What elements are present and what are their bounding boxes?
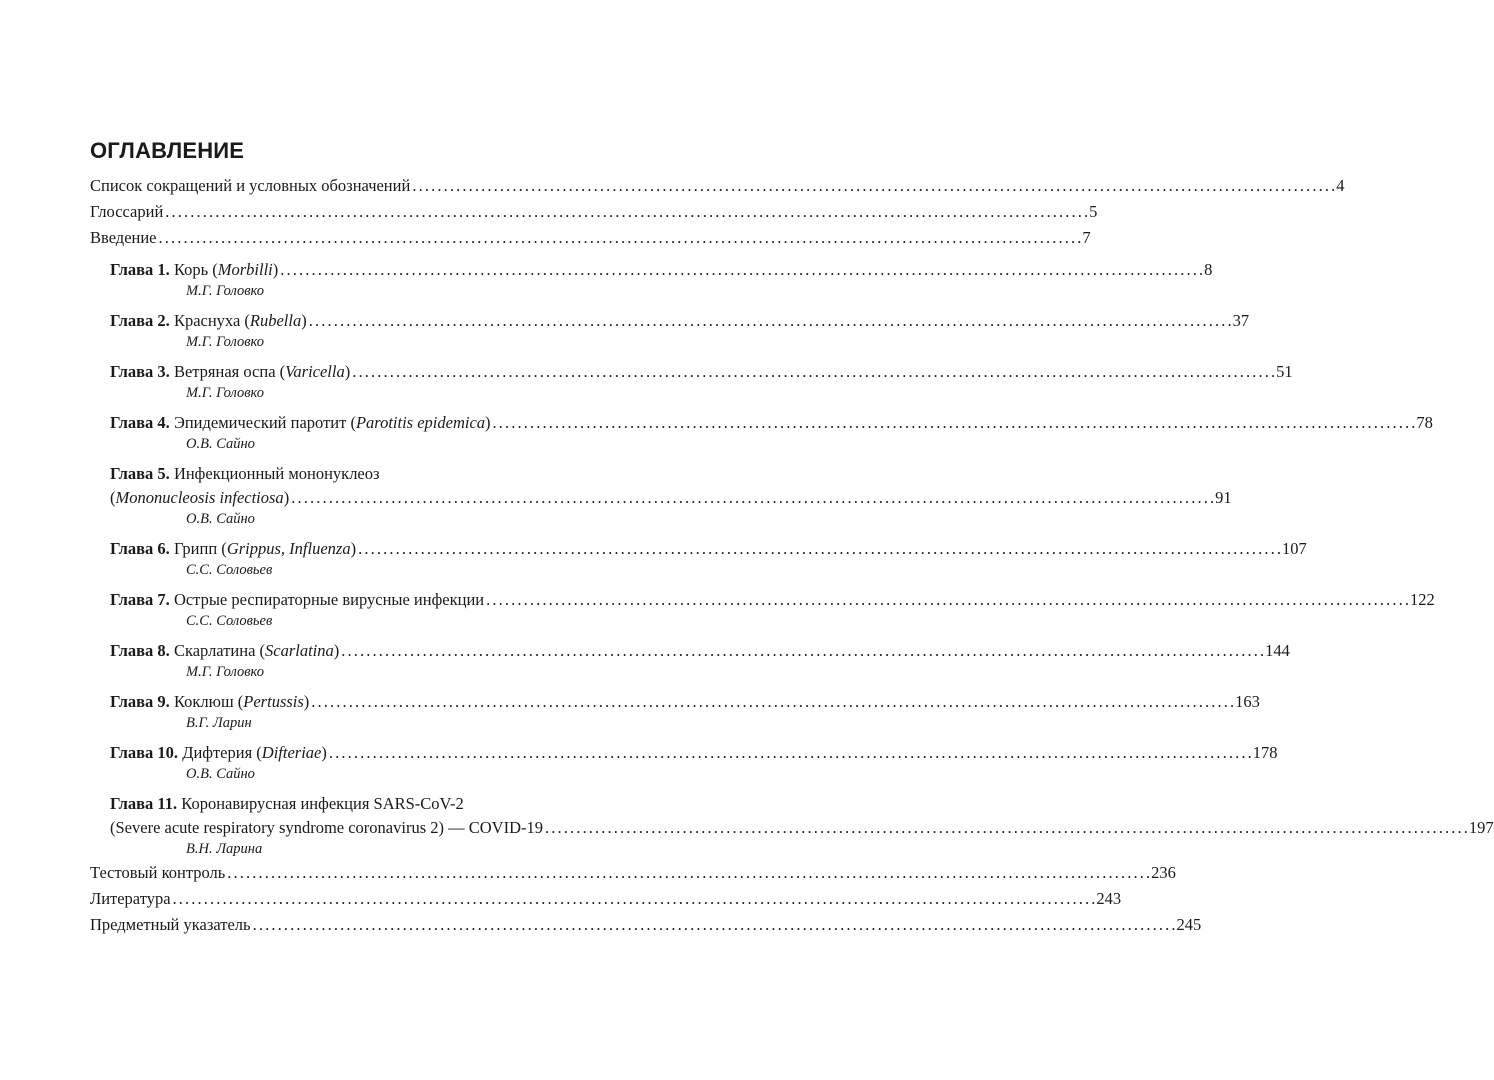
dot-leader xyxy=(493,411,1415,435)
toc-entry-label: Глоссарий xyxy=(90,202,164,221)
chapter-number: Глава 4. xyxy=(110,413,170,432)
chapter-title: Скарлатина ( xyxy=(173,641,266,660)
dot-leader xyxy=(280,258,1202,282)
toc-entry-label: Введение xyxy=(90,228,157,247)
toc-page-number: 107 xyxy=(1281,539,1307,558)
chapter-title-close: ) xyxy=(301,311,307,330)
toc-chapter-1 xyxy=(90,258,1213,301)
toc-entry-glossary xyxy=(90,200,1098,224)
toc-page-number: 122 xyxy=(1410,590,1435,609)
chapter-author: О.В. Сайно xyxy=(186,511,255,527)
toc-chapter-2 xyxy=(90,309,1250,352)
dot-leader xyxy=(311,690,1233,714)
chapter-author: О.В. Сайно xyxy=(186,436,255,452)
toc-page-number: 144 xyxy=(1265,641,1290,660)
toc-entry-label: Список сокращений и условных обозначений xyxy=(90,176,411,195)
chapter-title-open: ( xyxy=(110,488,116,507)
chapter-title: Дифтерия ( xyxy=(182,743,262,762)
toc-entry-label: Предметный указатель xyxy=(90,915,251,934)
table-of-contents xyxy=(90,138,1494,939)
chapter-latin-title: Difteriae xyxy=(261,743,322,762)
chapter-number: Глава 7. xyxy=(110,590,170,609)
dot-leader xyxy=(159,226,1081,250)
chapter-number: Глава 8. xyxy=(110,641,170,660)
chapter-number: Глава 2. xyxy=(110,311,170,330)
dot-leader xyxy=(291,486,1213,510)
chapter-author: В.Н. Ларина xyxy=(186,841,263,857)
toc-entry-abbreviations xyxy=(90,174,1345,198)
chapter-latin-title: Scarlatina xyxy=(265,641,334,660)
chapter-title-continued: (Severe acute respiratory syndrome coronavirus 2) — COVID-19 xyxy=(110,818,543,837)
toc-chapter-8 xyxy=(90,639,1290,682)
toc-page-number: 178 xyxy=(1252,743,1278,762)
chapter-title-close: ) xyxy=(303,692,310,711)
chapter-author: М.Г. Головко xyxy=(186,334,265,350)
chapter-latin-title: Morbilli xyxy=(217,260,273,279)
toc-entry-literature xyxy=(90,887,1122,911)
toc-page-number: 245 xyxy=(1176,915,1202,934)
toc-page-number: 243 xyxy=(1096,889,1122,908)
toc-chapter-10 xyxy=(90,741,1278,784)
dot-leader xyxy=(486,588,1408,612)
dot-leader xyxy=(329,741,1251,765)
toc-page-number: 78 xyxy=(1416,413,1433,432)
chapter-title: Инфекционный мононуклеоз xyxy=(173,464,380,483)
toc-chapter-9 xyxy=(90,690,1260,733)
toc-chapter-4 xyxy=(90,411,1433,454)
chapter-number: Глава 5. xyxy=(110,464,170,483)
chapter-number: Глава 10. xyxy=(110,743,179,762)
chapter-latin-title: Grippus, Influenza xyxy=(226,539,351,558)
chapter-author: М.Г. Головко xyxy=(186,664,265,680)
toc-entry-introduction xyxy=(90,226,1091,250)
dot-leader xyxy=(309,309,1231,333)
chapter-title: Краснуха ( xyxy=(173,311,250,330)
toc-page-number: 51 xyxy=(1276,362,1293,381)
dot-leader xyxy=(253,913,1175,937)
chapter-number: Глава 1. xyxy=(110,260,170,279)
toc-chapter-5 xyxy=(90,462,1232,529)
toc-chapter-6 xyxy=(90,537,1307,580)
chapter-title: Острые респираторные вирусные инфекции xyxy=(173,590,485,609)
chapter-latin-title: Varicella xyxy=(285,362,345,381)
chapter-title: Корь ( xyxy=(173,260,218,279)
dot-leader xyxy=(545,816,1467,840)
chapter-number: Глава 6. xyxy=(110,539,170,558)
chapter-title: Эпидемический паротит ( xyxy=(173,413,356,432)
toc-chapter-7 xyxy=(90,588,1435,631)
toc-page-number: 236 xyxy=(1151,863,1176,882)
toc-page-number: 37 xyxy=(1232,311,1250,330)
page-title: ОГЛАВЛЕНИЕ xyxy=(90,138,245,163)
chapter-latin-title: Pertussis xyxy=(243,692,304,711)
toc-page-number: 5 xyxy=(1089,202,1098,221)
toc-entry-subject-index xyxy=(90,913,1202,937)
chapter-latin-title: Mononucleosis infectiosa xyxy=(115,488,284,507)
toc-entry-label: Тестовый контроль xyxy=(90,863,226,882)
chapter-title-close: ) xyxy=(485,413,491,432)
chapter-latin-title: Parotitis epidemica xyxy=(355,413,486,432)
toc-entry-label: Литература xyxy=(90,889,171,908)
toc-entry-tests xyxy=(90,861,1176,885)
chapter-author: О.В. Сайно xyxy=(186,766,255,782)
toc-page-number: 8 xyxy=(1204,260,1213,279)
toc-page-number: 4 xyxy=(1336,176,1345,195)
chapter-title: Ветряная оспа ( xyxy=(173,362,286,381)
chapter-title: Грипп ( xyxy=(173,539,227,558)
dot-leader xyxy=(173,887,1095,911)
dot-leader xyxy=(165,200,1087,224)
chapter-title: Коронавирусная инфекция SARS-CoV-2 xyxy=(181,794,464,813)
chapter-title-close: ) xyxy=(333,641,340,660)
chapter-title-close: ) xyxy=(283,488,290,507)
toc-page-number: 91 xyxy=(1215,488,1232,507)
chapter-author: С.С. Соловьев xyxy=(186,613,273,629)
toc-page-number: 7 xyxy=(1082,228,1091,247)
dot-leader xyxy=(227,861,1149,885)
dot-leader xyxy=(341,639,1263,663)
toc-page-number: 197 xyxy=(1468,818,1494,837)
chapter-author: С.С. Соловьев xyxy=(186,562,273,578)
chapter-number: Глава 3. xyxy=(110,362,170,381)
chapter-latin-title: Rubella xyxy=(249,311,302,330)
chapter-author: В.Г. Ларин xyxy=(186,715,252,731)
toc-page-number: 163 xyxy=(1235,692,1260,711)
dot-leader xyxy=(412,174,1334,198)
chapter-number: Глава 11. xyxy=(110,794,178,813)
toc-chapter-11 xyxy=(90,792,1494,859)
chapter-title-close: ) xyxy=(344,362,351,381)
chapter-author: М.Г. Головко xyxy=(186,283,265,299)
dot-leader xyxy=(358,537,1280,561)
dot-leader xyxy=(352,360,1274,384)
chapter-number: Глава 9. xyxy=(110,692,170,711)
chapter-title-close: ) xyxy=(272,260,279,279)
chapter-title: Коклюш ( xyxy=(173,692,244,711)
chapter-title-close: ) xyxy=(350,539,357,558)
chapter-title-close: ) xyxy=(321,743,327,762)
toc-chapter-3 xyxy=(90,360,1293,403)
chapter-author: М.Г. Головко xyxy=(186,385,265,401)
